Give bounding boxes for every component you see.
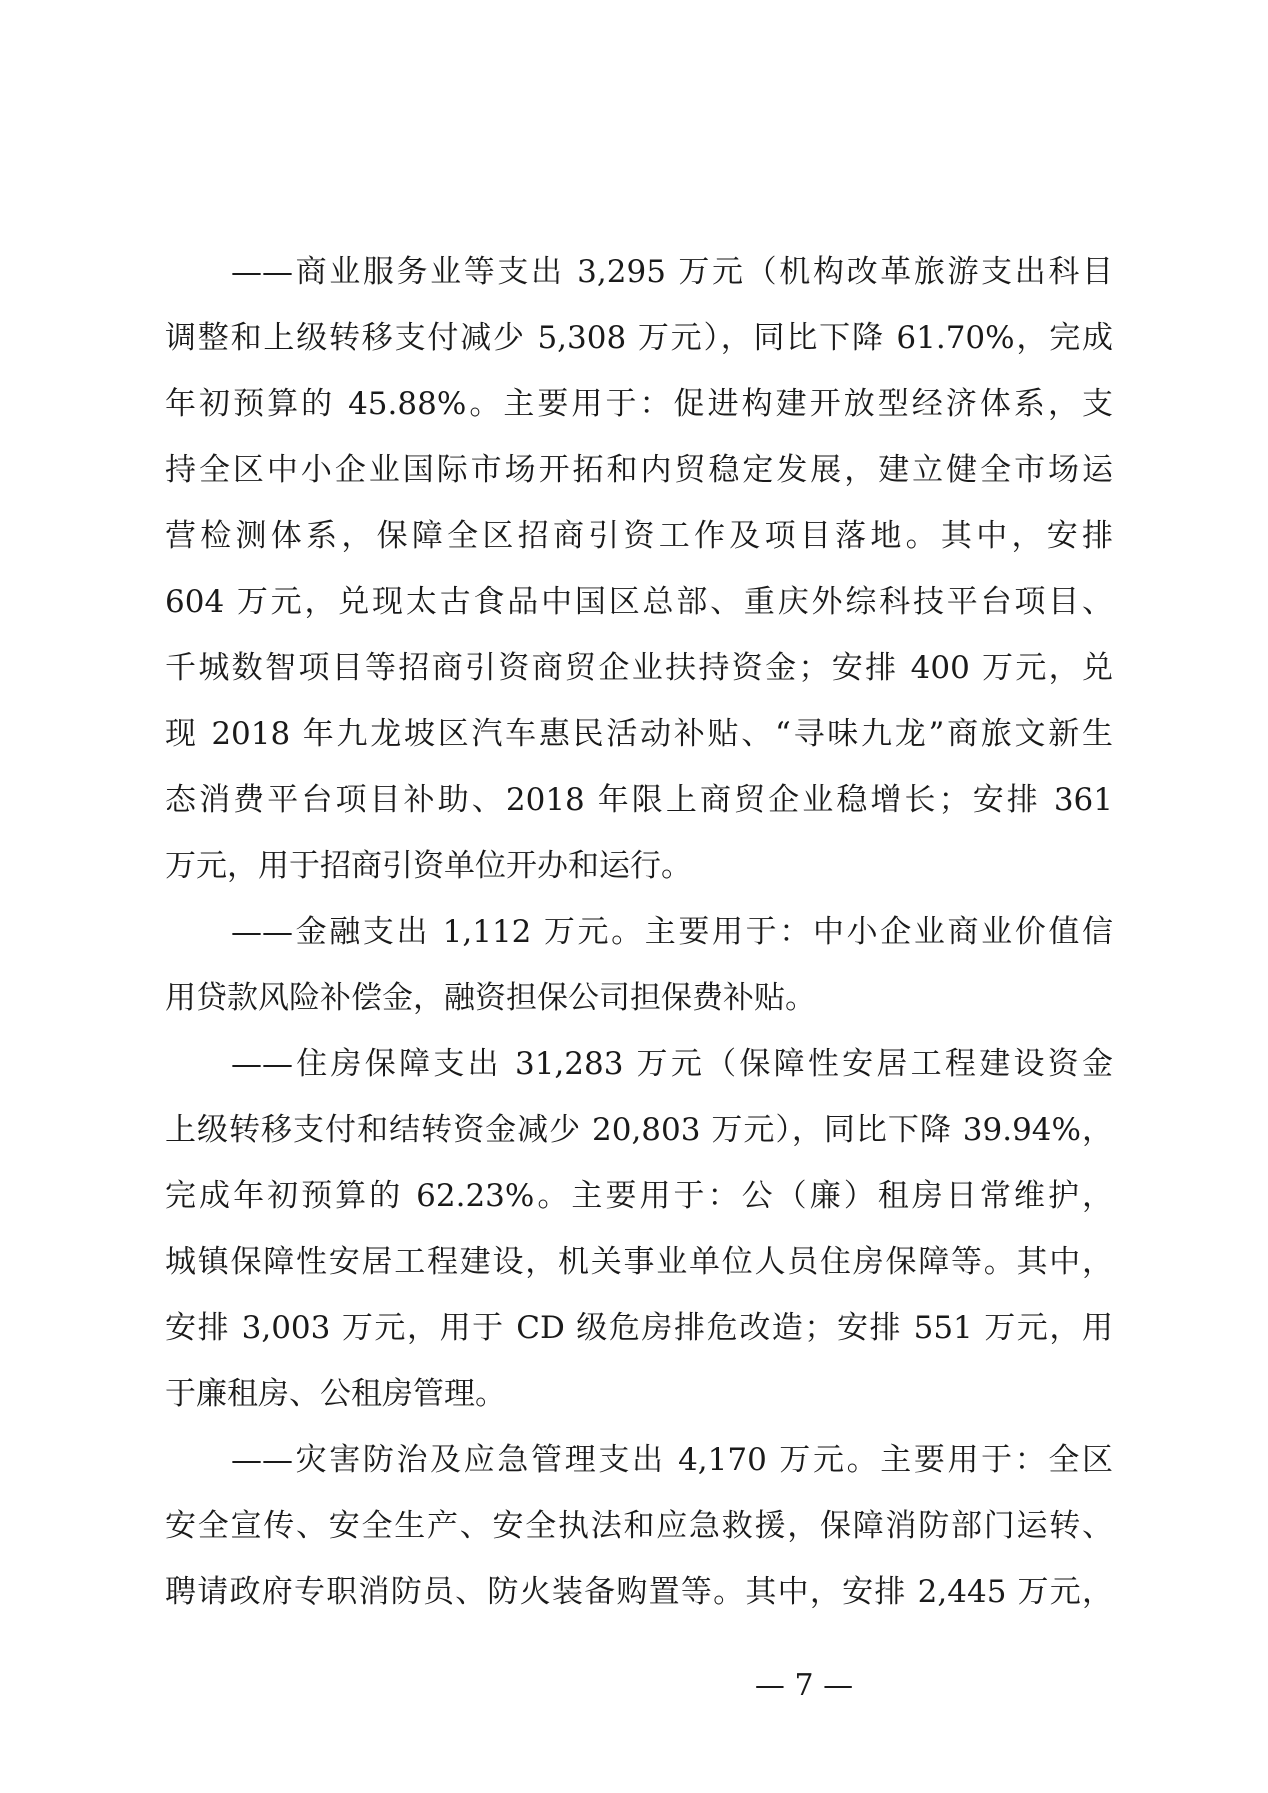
text-line: ——金融支出 1,112 万元。主要用于：中小企业商业价值信 [231, 914, 1113, 950]
text-line: 持全区中小企业国际市场开拓和内贸稳定发展，建立健全市场运 [165, 452, 1113, 488]
text-line: 聘请政府专职消防员、防火装备购置等。其中，安排 2,445 万元， [165, 1574, 1113, 1610]
text-line: 营检测体系，保障全区招商引资工作及项目落地。其中，安排 [165, 518, 1113, 554]
document-body [165, 239, 1113, 1625]
text-line: 万元，用于招商引资单位开办和运行。 [165, 848, 692, 884]
text-line: 安全宣传、安全生产、安全执法和应急救援，保障消防部门运转、 [165, 1508, 1113, 1544]
text-line: 安排 3,003 万元，用于 CD 级危房排危改造；安排 551 万元，用 [165, 1310, 1113, 1346]
text-line: 现 2018 年九龙坡区汽车惠民活动补贴、“寻味九龙”商旅文新生 [165, 716, 1113, 752]
text-line: 调整和上级转移支付减少 5,308 万元），同比下降 61.70%，完成 [165, 320, 1113, 356]
text-line: 完成年初预算的 62.23%。主要用于：公（廉）租房日常维护， [165, 1178, 1113, 1214]
text-line: 城镇保障性安居工程建设，机关事业单位人员住房保障等。其中， [165, 1244, 1113, 1280]
text-line: ——灾害防治及应急管理支出 4,170 万元。主要用于：全区 [231, 1442, 1113, 1478]
text-line: 604 万元，兑现太古食品中国区总部、重庆外综科技平台项目、 [165, 584, 1113, 620]
text-line: 于廉租房、公租房管理。 [165, 1376, 506, 1412]
text-line: 年初预算的 45.88%。主要用于：促进构建开放型经济体系，支 [165, 386, 1113, 422]
text-line: 用贷款风险补偿金，融资担保公司担保费补贴。 [165, 980, 816, 1016]
text-line: 千城数智项目等招商引资商贸企业扶持资金；安排 400 万元，兑 [165, 650, 1113, 686]
text-line: ——商业服务业等支出 3,295 万元（机构改革旅游支出科目 [231, 254, 1113, 290]
text-line: 上级转移支付和结转资金减少 20,803 万元），同比下降 39.94%， [165, 1112, 1113, 1148]
paragraph-commercial-services [165, 239, 1113, 899]
paragraph-housing [165, 1031, 1113, 1427]
paragraph-disaster-prevention [165, 1427, 1113, 1625]
text-line: 态消费平台项目补助、2018 年限上商贸企业稳增长；安排 361 [165, 782, 1113, 818]
page-number: — 7 — [754, 1668, 854, 1703]
text-line: ——住房保障支出 31,283 万元（保障性安居工程建设资金 [231, 1046, 1113, 1082]
paragraph-finance [165, 899, 1113, 1031]
